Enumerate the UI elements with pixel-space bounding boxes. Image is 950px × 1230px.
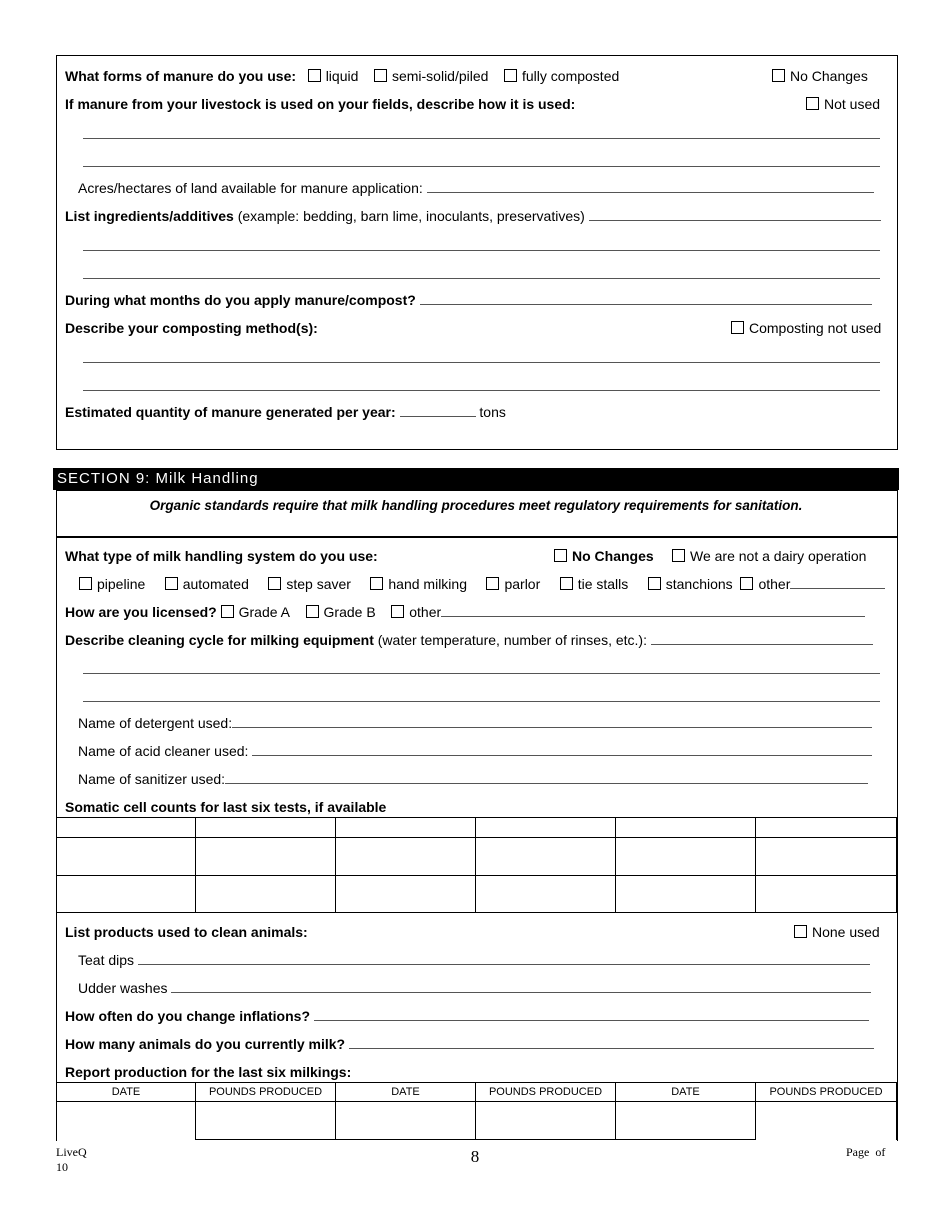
- none-used-checkbox[interactable]: [794, 925, 807, 938]
- composting-answer-line-2[interactable]: [83, 390, 880, 391]
- table-cell[interactable]: [57, 1102, 196, 1140]
- grade-a-checkbox[interactable]: [221, 605, 234, 618]
- license-other-checkbox[interactable]: [391, 605, 404, 618]
- milk-no-changes-checkbox[interactable]: [554, 549, 567, 562]
- manure-use-answer-line-1[interactable]: [83, 138, 880, 139]
- none-used-option: [794, 923, 880, 941]
- page-of: Page of: [846, 1145, 886, 1159]
- months-label: During what months do you apply manure/compost?: [65, 292, 416, 308]
- cleaning-answer-line-2[interactable]: [83, 701, 880, 702]
- animals-milked-label: How many animals do you currently milk?: [65, 1036, 346, 1052]
- system-other-checkbox[interactable]: [740, 577, 753, 590]
- license-other-input[interactable]: [441, 603, 865, 617]
- cleaning-answer-line-1[interactable]: [83, 673, 880, 674]
- composting-not-used-checkbox[interactable]: [731, 321, 744, 334]
- column-header: DATE: [336, 1083, 476, 1102]
- table-cell[interactable]: [196, 818, 336, 838]
- acid-label: Name of acid cleaner used:: [78, 743, 249, 759]
- quantity-label: Estimated quantity of manure generated per year:: [65, 404, 396, 420]
- ingredients-answer-line-1[interactable]: [83, 250, 880, 251]
- months-row: [65, 291, 872, 309]
- automated-label: automated: [182, 576, 249, 592]
- table-row: [57, 838, 897, 876]
- table-cell[interactable]: [476, 1102, 616, 1140]
- manure-no-changes-label: No Changes: [790, 68, 868, 84]
- teat-dips-input[interactable]: [138, 951, 870, 965]
- table-cell[interactable]: [336, 818, 476, 838]
- table-cell[interactable]: [476, 838, 616, 876]
- step-saver-checkbox[interactable]: [268, 577, 281, 590]
- fully-composted-checkbox[interactable]: [504, 69, 517, 82]
- inflations-input[interactable]: [314, 1007, 869, 1021]
- pipeline-label: pipeline: [97, 576, 146, 592]
- pipeline-checkbox[interactable]: [79, 577, 92, 590]
- system-other-label: other: [758, 576, 791, 592]
- inflations-row: [65, 1007, 869, 1025]
- teat-dips-label: Teat dips: [78, 952, 135, 968]
- inflations-label: How often do you change inflations?: [65, 1008, 310, 1024]
- somatic-label: Somatic cell counts for last six tests, if available: [65, 799, 387, 815]
- sanitizer-label: Name of sanitizer used:: [78, 771, 226, 787]
- table-cell[interactable]: [616, 1102, 756, 1140]
- table-cell[interactable]: [756, 838, 897, 876]
- column-header: DATE: [616, 1083, 756, 1102]
- parlor-label: parlor: [504, 576, 541, 592]
- table-cell[interactable]: [57, 818, 196, 838]
- milk-system-question: What type of milk handling system do you use:: [65, 548, 378, 564]
- table-cell[interactable]: [57, 838, 196, 876]
- acid-input[interactable]: [252, 742, 872, 756]
- ingredients-row: [65, 207, 881, 225]
- section-9-note: Organic standards require that milk handling procedures meet regulatory requirements for sanitation.: [149, 498, 803, 513]
- quantity-unit: tons: [479, 404, 506, 420]
- system-other-input[interactable]: [790, 575, 885, 589]
- not-dairy-label: We are not a dairy operation: [690, 548, 867, 564]
- table-cell[interactable]: [756, 1102, 897, 1140]
- table-cell[interactable]: [476, 876, 616, 913]
- tie-stalls-label: tie stalls: [577, 576, 629, 592]
- udder-washes-input[interactable]: [171, 979, 871, 993]
- sanitizer-input[interactable]: [225, 770, 868, 784]
- table-row: [57, 1102, 897, 1140]
- table-cell[interactable]: [756, 818, 897, 838]
- milk-system-options: [79, 575, 885, 593]
- ingredients-answer-line-2[interactable]: [83, 278, 880, 279]
- stanchions-checkbox[interactable]: [648, 577, 661, 590]
- table-cell[interactable]: [57, 876, 196, 913]
- form-id-line-2: 10: [56, 1160, 68, 1174]
- section-9-header: [53, 468, 899, 490]
- manure-forms-row: [65, 67, 619, 85]
- manure-no-changes-checkbox[interactable]: [772, 69, 785, 82]
- table-header-row: [57, 1083, 897, 1102]
- quantity-row: [65, 403, 506, 421]
- quantity-input[interactable]: [400, 403, 476, 417]
- liquid-label: liquid: [325, 68, 359, 84]
- composting-not-used-label: Composting not used: [749, 320, 882, 336]
- table-cell[interactable]: [196, 1102, 336, 1140]
- acres-row: [78, 179, 874, 197]
- table-cell[interactable]: [616, 838, 756, 876]
- composting-not-used-option: [731, 319, 881, 337]
- manure-fields-question: If manure from your livestock is used on your fields, describe how it is used:: [65, 96, 576, 112]
- parlor-checkbox[interactable]: [486, 577, 499, 590]
- table-cell[interactable]: [756, 876, 897, 913]
- production-table: [56, 1082, 897, 1140]
- table-cell[interactable]: [616, 876, 756, 913]
- manure-not-used-checkbox[interactable]: [806, 97, 819, 110]
- manure-not-used-option: [806, 95, 880, 113]
- acres-label: Acres/hectares of land available for manure application:: [78, 180, 423, 196]
- stanchions-label: stanchions: [665, 576, 733, 592]
- detergent-row: [78, 714, 872, 732]
- column-header: POUNDS PRODUCED: [196, 1083, 336, 1102]
- grade-b-checkbox[interactable]: [306, 605, 319, 618]
- ingredients-label: List ingredients/additives: [65, 208, 234, 224]
- milk-no-changes-label: No Changes: [572, 548, 654, 564]
- hand-milking-checkbox[interactable]: [370, 577, 383, 590]
- somatic-table: [56, 817, 897, 913]
- milk-no-changes-option: [554, 547, 654, 565]
- manure-not-used-label: Not used: [824, 96, 881, 112]
- composting-answer-line-1[interactable]: [83, 362, 880, 363]
- manure-use-answer-line-2[interactable]: [83, 166, 880, 167]
- license-question: How are you licensed?: [65, 604, 217, 620]
- section-9-title: SECTION 9: Milk Handling: [57, 470, 259, 487]
- column-header: POUNDS PRODUCED: [476, 1083, 616, 1102]
- none-used-label: None used: [812, 924, 880, 940]
- clean-animals-question: List products used to clean animals:: [65, 924, 308, 940]
- udder-washes-row: [78, 979, 871, 997]
- cleaning-input[interactable]: [651, 631, 873, 645]
- months-input[interactable]: [420, 291, 872, 305]
- animals-milked-row: [65, 1035, 874, 1053]
- table-cell[interactable]: [336, 838, 476, 876]
- fully-composted-label: fully composted: [522, 68, 620, 84]
- teat-dips-row: [78, 951, 870, 969]
- semi-solid-checkbox[interactable]: [374, 69, 387, 82]
- license-row: [65, 603, 865, 621]
- udder-washes-label: Udder washes: [78, 980, 168, 996]
- table-cell[interactable]: [476, 818, 616, 838]
- semi-solid-label: semi-solid/piled: [391, 68, 489, 84]
- step-saver-label: step saver: [286, 576, 351, 592]
- form-id: LiveQ: [56, 1145, 87, 1159]
- acid-row: [78, 742, 872, 760]
- not-dairy-checkbox[interactable]: [672, 549, 685, 562]
- composting-question: Describe your composting method(s):: [65, 320, 318, 336]
- table-cell[interactable]: [616, 818, 756, 838]
- grade-b-label: Grade B: [323, 604, 376, 620]
- manure-no-changes-option: [772, 67, 868, 85]
- manure-forms-question: What forms of manure do you use:: [65, 68, 297, 84]
- table-cell[interactable]: [336, 876, 476, 913]
- table-row: [57, 876, 897, 913]
- column-header: POUNDS PRODUCED: [756, 1083, 897, 1102]
- grade-a-label: Grade A: [238, 604, 290, 620]
- detergent-input[interactable]: [232, 714, 872, 728]
- ingredients-example: (example: bedding, barn lime, inoculants, preservatives): [237, 208, 585, 224]
- acres-input[interactable]: [427, 179, 874, 193]
- production-label: Report production for the last six milkings:: [65, 1064, 352, 1080]
- cleaning-label: Describe cleaning cycle for milking equipment: [65, 632, 374, 648]
- hand-milking-label: hand milking: [388, 576, 467, 592]
- table-cell[interactable]: [196, 876, 336, 913]
- detergent-label: Name of detergent used:: [78, 715, 233, 731]
- liquid-checkbox[interactable]: [308, 69, 321, 82]
- table-cell[interactable]: [336, 1102, 476, 1140]
- table-row: [57, 818, 897, 838]
- sanitizer-row: [78, 770, 868, 788]
- ingredients-input[interactable]: [589, 207, 881, 221]
- automated-checkbox[interactable]: [165, 577, 178, 590]
- page-number: 8: [470, 1147, 480, 1166]
- tie-stalls-checkbox[interactable]: [560, 577, 573, 590]
- cleaning-row: [65, 631, 873, 649]
- cleaning-hint: (water temperature, number of rinses, etc.):: [377, 632, 647, 648]
- license-other-label: other: [409, 604, 442, 620]
- column-header: DATE: [57, 1083, 196, 1102]
- not-dairy-option: [672, 547, 866, 565]
- animals-milked-input[interactable]: [349, 1035, 874, 1049]
- table-cell[interactable]: [196, 838, 336, 876]
